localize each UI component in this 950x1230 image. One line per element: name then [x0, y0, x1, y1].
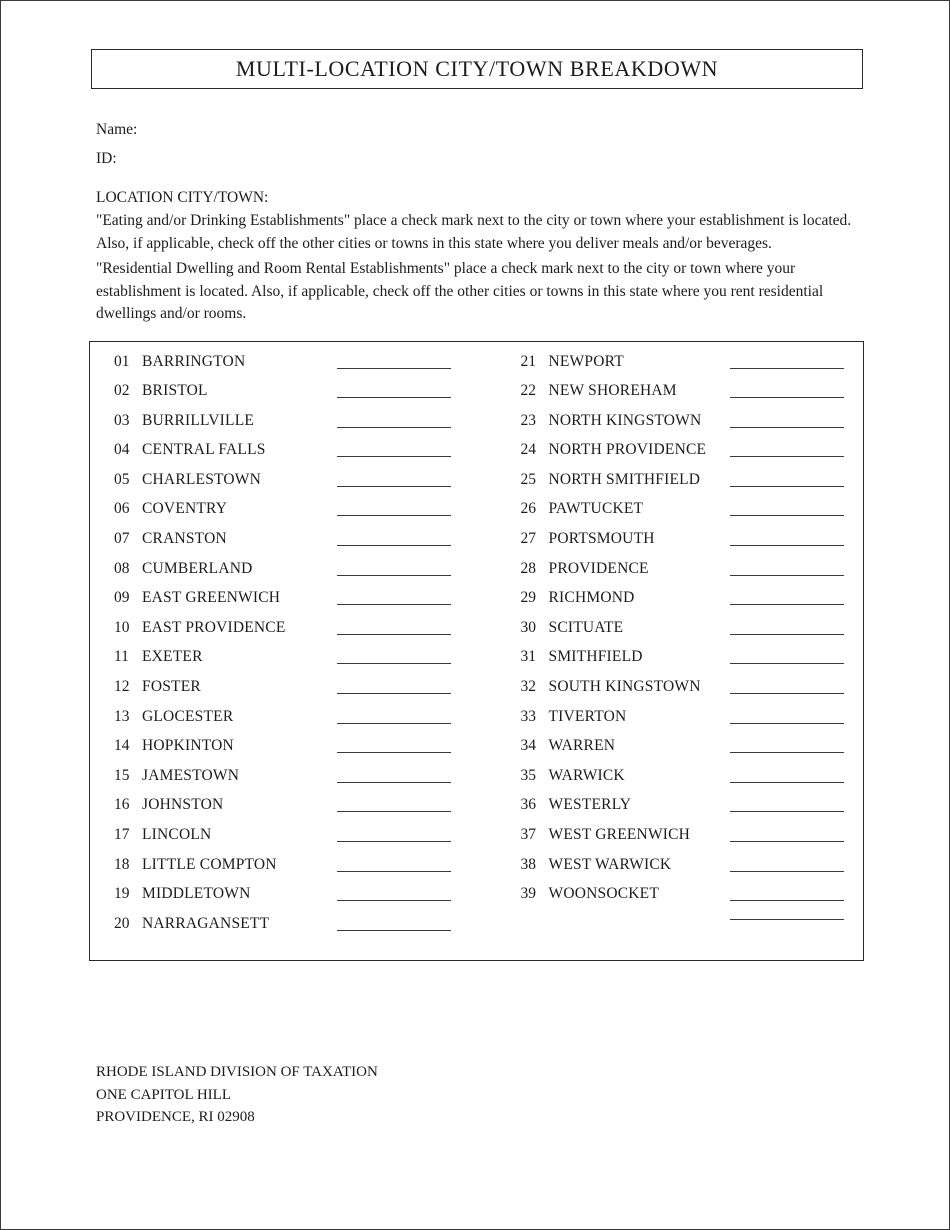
city-row: [114, 353, 451, 383]
checkmark-blank-line[interactable]: [337, 485, 451, 487]
city-number: 02: [114, 382, 130, 400]
city-name: LITTLE COMPTON: [142, 855, 277, 873]
checkmark-blank-line[interactable]: [730, 662, 844, 664]
city-row: [114, 441, 451, 471]
city-name: BARRINGTON: [142, 352, 246, 370]
checkmark-blank-line[interactable]: [730, 751, 844, 753]
city-number: 03: [114, 411, 130, 429]
checkmark-blank-line[interactable]: [337, 810, 451, 812]
page-title: MULTI-LOCATION CITY/TOWN BREAKDOWN: [235, 56, 719, 81]
checkmark-blank-line[interactable]: [730, 810, 844, 812]
checkmark-blank-line[interactable]: [730, 514, 844, 516]
checkmark-blank-line[interactable]: [337, 603, 451, 605]
city-row: [521, 856, 845, 886]
city-name: CHARLESTOWN: [142, 470, 262, 488]
city-number: 27: [520, 530, 536, 548]
checkmark-blank-line[interactable]: [337, 396, 451, 398]
instructions-residential-rental: "Residential Dwelling and Room Rental Establishments" place a check mark next to the city or town where your establishment is located. Also, if applicable, check off the other cities or towns in this state where you rent residential dwellings and/or rooms.: [96, 260, 824, 322]
city-name: GLOCESTER: [142, 707, 234, 725]
agency-city-state-zip: PROVIDENCE, RI 02908: [96, 1109, 255, 1126]
checkmark-blank-line[interactable]: [730, 633, 844, 635]
city-row: [521, 589, 845, 619]
city-row: [114, 708, 451, 738]
city-row: [114, 382, 451, 412]
city-row: [521, 353, 845, 383]
city-number: 35: [520, 766, 536, 784]
checkmark-blank-line[interactable]: [730, 840, 844, 842]
city-name: RICHMOND: [548, 589, 635, 607]
city-number: 21: [520, 352, 536, 370]
city-name: WOONSOCKET: [548, 885, 659, 903]
city-number: 13: [114, 707, 130, 725]
city-number: 19: [114, 885, 130, 903]
city-number: 39: [520, 885, 536, 903]
city-name: MIDDLETOWN: [142, 885, 251, 903]
checkmark-blank-line[interactable]: [730, 396, 844, 398]
title-box: [91, 49, 863, 89]
city-number: 22: [520, 382, 536, 400]
city-row: [521, 412, 845, 442]
city-row: [521, 767, 845, 797]
city-row: [114, 885, 451, 915]
city-row: [114, 915, 451, 945]
city-name: BURRILLVILLE: [142, 411, 255, 429]
city-row: [114, 471, 451, 501]
city-row: [114, 412, 451, 442]
city-name: BRISTOL: [142, 382, 208, 400]
city-name: WEST WARWICK: [548, 855, 672, 873]
checkmark-blank-line[interactable]: [337, 662, 451, 664]
checkmark-blank-line[interactable]: [337, 692, 451, 694]
checkmark-blank-line[interactable]: [730, 722, 844, 724]
city-number: 37: [520, 826, 536, 843]
checkmark-blank-line[interactable]: [337, 514, 451, 516]
city-list-box: [89, 341, 864, 962]
checkmark-blank-line[interactable]: [730, 455, 844, 457]
city-name: NEWPORT: [548, 352, 624, 370]
city-name: JOHNSTON: [142, 796, 224, 814]
city-name: PROVIDENCE: [548, 559, 649, 577]
checkmark-blank-line[interactable]: [337, 781, 451, 783]
city-row: [521, 500, 845, 530]
checkmark-blank-line[interactable]: [730, 603, 844, 605]
city-name: EXETER: [142, 648, 203, 666]
checkmark-blank-line[interactable]: [730, 367, 844, 369]
city-row: [521, 708, 845, 738]
city-row: [114, 500, 451, 530]
checkmark-blank-line[interactable]: [337, 455, 451, 457]
city-column-right: [477, 353, 864, 945]
city-row: [114, 826, 451, 856]
city-number: 14: [114, 737, 130, 755]
city-name: NARRAGANSETT: [142, 914, 270, 932]
agency-address-block: [96, 1061, 949, 1129]
city-name: CRANSTON: [142, 530, 227, 548]
checkmark-blank-line[interactable]: [337, 722, 451, 724]
city-name: CUMBERLAND: [142, 559, 253, 577]
city-name: WESTERLY: [548, 796, 632, 814]
city-name: JAMESTOWN: [142, 766, 240, 784]
city-number: 24: [520, 441, 536, 459]
city-name: PAWTUCKET: [548, 500, 644, 518]
checkmark-blank-line[interactable]: [337, 840, 451, 842]
checkmark-blank-line[interactable]: [730, 870, 844, 872]
city-number: 29: [520, 589, 536, 607]
city-row: [521, 619, 845, 649]
city-number: 16: [114, 796, 130, 814]
city-name: NEW SHOREHAM: [548, 382, 677, 400]
city-name: WARREN: [548, 737, 616, 755]
city-name: WEST GREENWICH: [548, 826, 691, 843]
checkmark-blank-line[interactable]: [730, 899, 844, 901]
instructions-eating-drinking: "Eating and/or Drinking Establishments" place a check mark next to the city or town where your establishment is located. Also, if applicable, check off the other cities or towns in this state where you deliver meals and/or beverages.: [96, 212, 852, 252]
city-row: [114, 737, 451, 767]
city-row: [114, 796, 451, 826]
city-row: [521, 530, 845, 560]
city-name: LINCOLN: [142, 826, 212, 843]
checkmark-blank-line[interactable]: [337, 870, 451, 872]
city-row: [521, 678, 845, 708]
city-name: FOSTER: [142, 678, 201, 696]
city-name: EAST GREENWICH: [142, 589, 281, 607]
city-row: [114, 560, 451, 590]
city-name: SOUTH KINGSTOWN: [548, 678, 701, 696]
city-number: 36: [520, 796, 536, 814]
city-row: [114, 589, 451, 619]
city-number: 38: [520, 855, 536, 873]
agency-street: ONE CAPITOL HILL: [96, 1086, 231, 1103]
city-name: CENTRAL FALLS: [142, 441, 266, 459]
agency-name: RHODE ISLAND DIVISION OF TAXATION: [96, 1064, 378, 1081]
city-number: 10: [114, 618, 130, 636]
city-row: [521, 826, 845, 856]
checkmark-blank-line[interactable]: [337, 574, 451, 576]
city-name: WARWICK: [548, 766, 625, 784]
city-name: PORTSMOUTH: [548, 530, 655, 548]
checkmark-blank-line[interactable]: [730, 544, 844, 546]
checkmark-blank-line[interactable]: [730, 692, 844, 694]
city-name: NORTH PROVIDENCE: [548, 441, 707, 459]
city-row: [114, 648, 451, 678]
city-grid: [90, 353, 863, 945]
city-name: COVENTRY: [142, 500, 228, 518]
city-row: [521, 915, 845, 945]
city-row: [114, 856, 451, 886]
city-row: [114, 619, 451, 649]
city-number: 17: [114, 826, 130, 843]
city-row: [114, 678, 451, 708]
city-row: [521, 471, 845, 501]
city-row: [114, 530, 451, 560]
city-number: 05: [114, 470, 130, 488]
city-number: 25: [520, 470, 536, 488]
checkmark-blank-line[interactable]: [337, 544, 451, 546]
city-number: 23: [520, 411, 536, 429]
city-number: 32: [520, 678, 536, 696]
city-row: [114, 767, 451, 797]
city-number: 08: [114, 559, 130, 577]
city-column-left: [90, 353, 477, 945]
checkmark-blank-line[interactable]: [337, 929, 451, 931]
city-number: 15: [114, 766, 130, 784]
checkmark-blank-line[interactable]: [337, 899, 451, 901]
city-number: 26: [520, 500, 536, 518]
checkmark-blank-line[interactable]: [337, 751, 451, 753]
city-name: EAST PROVIDENCE: [142, 618, 286, 636]
checkmark-blank-line[interactable]: [730, 485, 844, 487]
city-row: [521, 560, 845, 590]
city-name: NORTH SMITHFIELD: [548, 470, 701, 488]
city-name: HOPKINTON: [142, 737, 234, 755]
city-name: SMITHFIELD: [548, 648, 643, 666]
city-number: 34: [520, 737, 536, 755]
city-number: 09: [114, 589, 130, 607]
city-name: TIVERTON: [548, 707, 627, 725]
section-label: LOCATION CITY/TOWN:: [96, 189, 269, 206]
checkmark-blank-line[interactable]: [337, 426, 451, 428]
city-number: 31: [520, 648, 536, 666]
checkmark-blank-line[interactable]: [730, 918, 844, 920]
city-number: 04: [114, 441, 130, 459]
checkmark-blank-line[interactable]: [730, 426, 844, 428]
city-name: SCITUATE: [548, 618, 624, 636]
id-field-label: ID:: [96, 150, 117, 167]
city-row: [521, 885, 845, 915]
checkmark-blank-line[interactable]: [337, 367, 451, 369]
city-number: 33: [520, 707, 536, 725]
city-number: 20: [114, 914, 130, 932]
city-number: 12: [114, 678, 130, 696]
checkmark-blank-line[interactable]: [730, 781, 844, 783]
city-number: 07: [114, 530, 130, 548]
city-row: [521, 737, 845, 767]
name-field-label: Name:: [96, 121, 138, 138]
city-number: 11: [114, 648, 129, 666]
city-row: [521, 382, 845, 412]
city-number: 06: [114, 500, 130, 518]
city-name: NORTH KINGSTOWN: [548, 411, 702, 429]
city-row: [521, 796, 845, 826]
checkmark-blank-line[interactable]: [730, 574, 844, 576]
city-row: [521, 441, 845, 471]
city-number: 18: [114, 855, 130, 873]
checkmark-blank-line[interactable]: [337, 633, 451, 635]
city-number: 30: [520, 618, 536, 636]
city-number: 01: [114, 352, 130, 370]
city-row: [521, 648, 845, 678]
city-number: 28: [520, 559, 536, 577]
